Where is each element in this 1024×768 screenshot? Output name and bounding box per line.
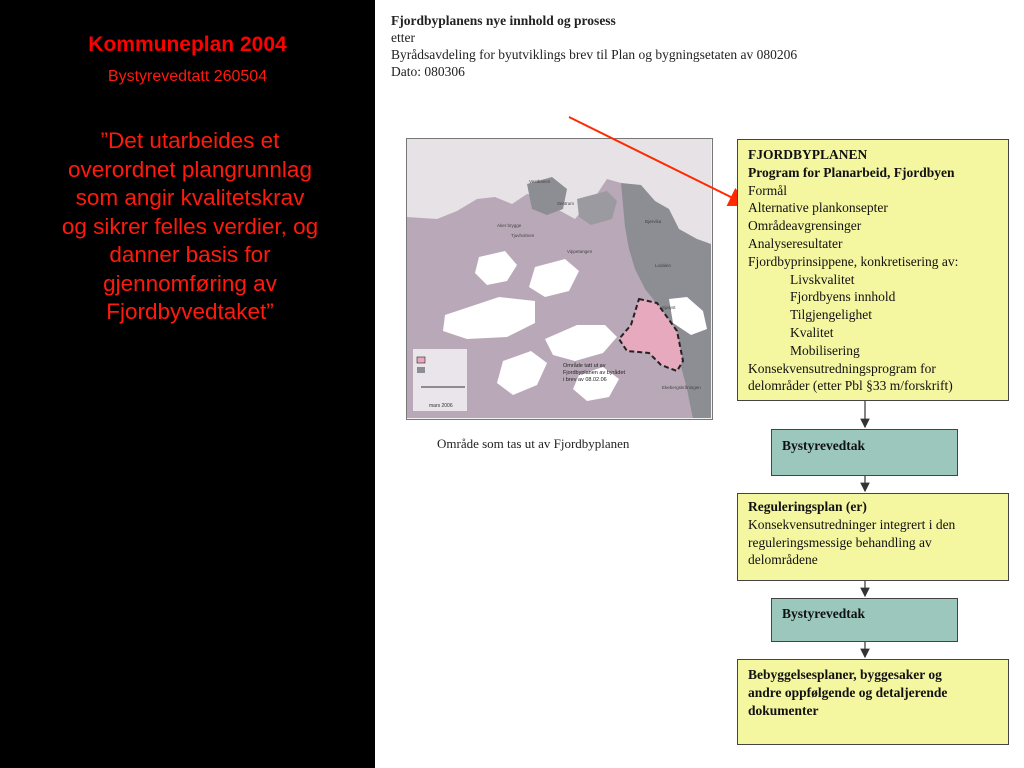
box-title: FJORDBYPLANEN (748, 147, 868, 162)
box-item: Bebyggelsesplaner, byggesaker og (748, 667, 942, 682)
map-place-label: Sentrum (557, 201, 575, 206)
quote-line: danner basis for (109, 242, 271, 268)
quote-line: overordnet plangrunnlag (68, 156, 312, 182)
map-caption: Område som tas ut av Fjordbyplanen (437, 436, 630, 451)
box-item: andre oppfølgende og detaljerende (748, 685, 948, 700)
quote-line: som angir kvalitetskrav (75, 185, 305, 211)
box-item: Konsekvensutredningsprogram for (748, 360, 936, 376)
map-place-label: Sjølyst (662, 305, 676, 310)
box-item: reguleringsmessige behandling av (748, 534, 932, 550)
box-item: Områdeavgrensinger (748, 218, 862, 234)
quote-line: og sikrer felles verdier, og (61, 213, 319, 239)
bystyrevedtak-box-2: Bystyrevedtak (771, 598, 958, 642)
map-place-label: Tjuvholmen (511, 233, 535, 238)
box-item: Fjordbyprinsippene, konkretisering av: (748, 253, 959, 269)
box-sub-item: Kvalitet (790, 324, 834, 340)
fjordbyplanen-box (737, 139, 1009, 401)
map-place-label: Bjørvika (645, 219, 662, 224)
box-sub-item: Fjordbyens innhold (790, 289, 896, 305)
map-date-label: mars 2006 (429, 403, 453, 409)
bystyrevedtak-box: Bystyrevedtak (771, 429, 958, 476)
box-item: Konsekvensutredninger integrert i den (748, 516, 956, 532)
box-item: dokumenter (748, 703, 819, 718)
reguleringsplan-box (737, 493, 1009, 581)
slide-left-panel (0, 0, 375, 768)
slide-quote (14, 127, 366, 327)
box-item: delområdene (748, 552, 818, 568)
map-place-label: Vestbanen (529, 179, 551, 184)
box-item: Alternative plankonsepter (748, 200, 888, 216)
map-legend-text: Fjordbyplanen av byrådet (563, 370, 626, 376)
box-item: delområder (etter Pbl §33 m/forskrift) (748, 378, 953, 394)
slide-subtitle: Bystyrevedtatt 260504 (107, 68, 268, 85)
document-line: Byrådsavdeling for byutviklings brev til Plan og bygningsetaten av 080206 (391, 47, 798, 62)
map-legend-text: i brev av 08.02.06 (563, 377, 607, 383)
box-sub-item: Tilgjengelighet (790, 307, 873, 323)
box-sub-item: Mobilisering (790, 342, 860, 358)
box-item: Analyseresultater (748, 235, 843, 251)
red-pointer-arrow (569, 117, 747, 205)
scanned-document (375, 0, 1024, 768)
map-place-label: Lodalen (655, 263, 672, 268)
slide-title: Kommuneplan 2004 (88, 33, 287, 56)
document-date: Dato: 080306 (391, 64, 465, 79)
map-place-label: Aker brygge (497, 223, 522, 228)
map-legend-text: Område tatt ut av (563, 363, 606, 369)
bebyggelsesplaner-box (737, 659, 1009, 745)
box-title: Reguleringsplan (er) (748, 499, 867, 514)
box-sub-item: Livskvalitet (790, 271, 855, 287)
map-place-label: Vippetangen (567, 249, 593, 254)
quote-line: Fjordbyvedtaket” (106, 299, 274, 325)
document-heading: Fjordbyplanens nye innhold og prosess (391, 13, 616, 28)
box-item: Formål (748, 182, 787, 198)
quote-line: ”Det utarbeides et (100, 128, 280, 153)
quote-line: gjennomføring av (103, 270, 277, 296)
document-line: etter (391, 30, 415, 45)
map-place-label: Ekebergskråningen (662, 385, 701, 390)
box-subtitle: Program for Planarbeid, Fjordbyen (748, 164, 955, 180)
